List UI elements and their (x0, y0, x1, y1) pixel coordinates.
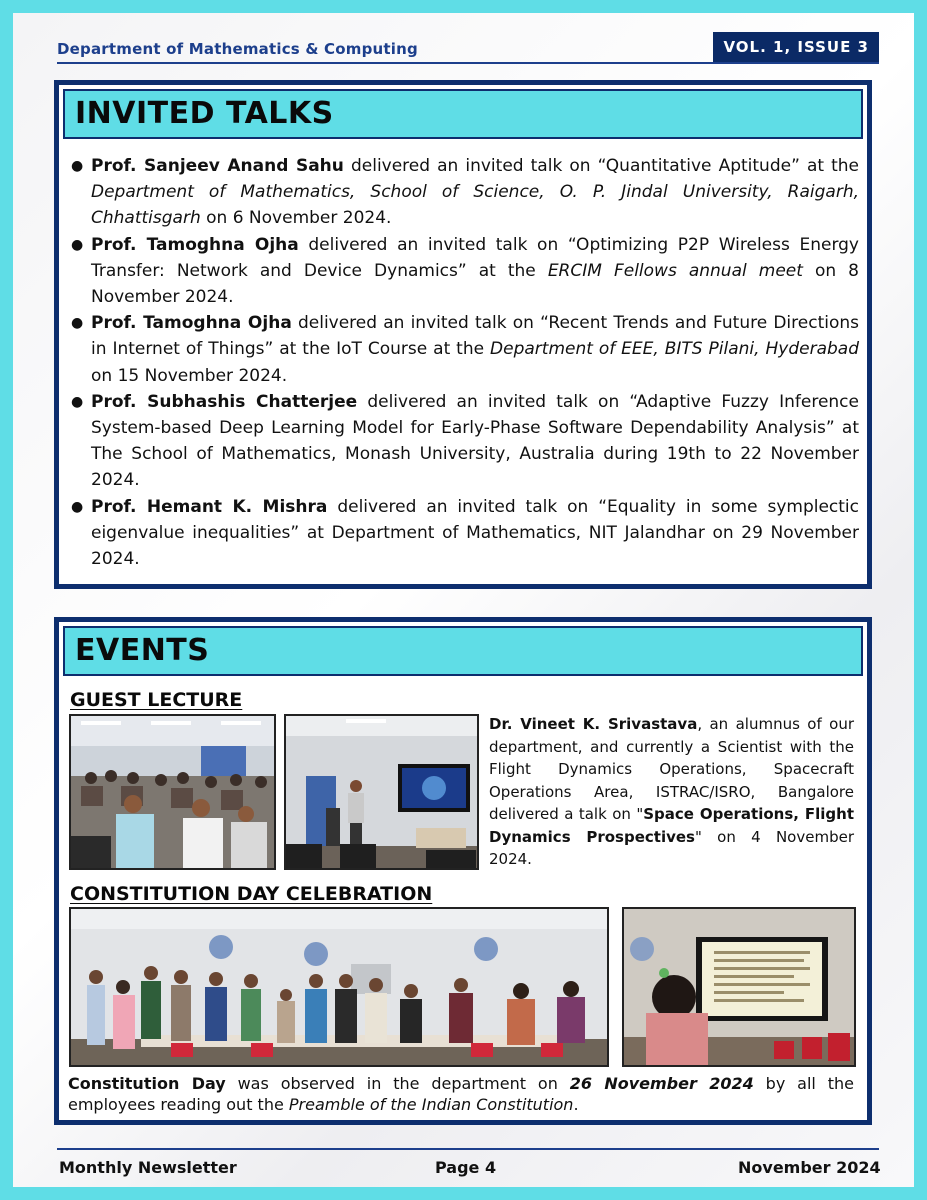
talk-speaker: Prof. Tamoghna Ojha (91, 234, 299, 255)
talk-date: on 8 November 2024. (91, 260, 859, 308)
talk-venue: ERCIM Fellows annual meet (547, 260, 803, 281)
talk-item (71, 310, 859, 389)
guest-lecture-audience-photo (69, 714, 276, 870)
preamble-reference: Preamble of the Indian Constitution (288, 1095, 574, 1114)
footer-newsletter-name: Monthly Newsletter (59, 1158, 237, 1177)
talks-list (59, 139, 867, 572)
group-photo-image (71, 909, 607, 1065)
talk-text: delivered an invited talk on “Quantitative Aptitude” at the (343, 156, 859, 176)
guest-talk-title: Space Operations, Flight Dynamics Prospectives (489, 805, 854, 846)
talk-text: delivered an invited talk on “Adaptive Fuzzy Inference System-based Deep Learning Model for Early-Phase Software Dependability Analysis” at The School of Mathematics, Monash University, Australia during 19th to 22 November 2024. (91, 391, 859, 491)
talk-text: delivered an invited talk on “Recent Trends and Future Directions in Internet of Things” at the IoT Course at the (91, 313, 859, 360)
guest-lecture-heading: GUEST LECTURE (70, 689, 243, 711)
talk-item (71, 232, 859, 311)
footer-page-number: Page 4 (435, 1158, 497, 1177)
constitution-day-group-photo (69, 907, 609, 1067)
talk-venue: Department of Mathematics, School of Science, O. P. Jindal University, Raigarh, Chhattisgarh (91, 182, 859, 229)
reading-photo-image (624, 909, 854, 1065)
constitution-day-heading: CONSTITUTION DAY CELEBRATION (70, 883, 433, 905)
bullet-icon: ● (71, 315, 84, 332)
bullet-icon: ● (71, 236, 84, 253)
constitution-day-text-2: by all the employees reading out the (68, 1074, 855, 1114)
bullet-icon: ● (71, 393, 84, 410)
talk-date: on 15 November 2024. (91, 365, 288, 386)
constitution-day-reading-photo (622, 907, 856, 1067)
footer-divider (57, 1148, 879, 1150)
talk-speaker: Prof. Subhashis Chatterjee (91, 391, 358, 412)
header-divider (57, 62, 879, 64)
invited-talks-title: INVITED TALKS (63, 89, 863, 139)
page-header (57, 32, 879, 64)
talk-item (71, 494, 859, 573)
events-title: EVENTS (63, 626, 863, 676)
guest-lecture-description (489, 713, 854, 871)
talk-speaker: Prof. Sanjeev Anand Sahu (91, 156, 344, 176)
department-name: Department of Mathematics & Computing (57, 40, 418, 58)
talk-speaker: Prof. Hemant K. Mishra (91, 496, 328, 517)
constitution-day-lead: Constitution Day (68, 1074, 226, 1093)
bullet-icon: ● (71, 158, 84, 174)
constitution-day-end: . (573, 1095, 579, 1114)
talk-speaker: Prof. Tamoghna Ojha (91, 313, 292, 334)
volume-badge: VOL. 1, ISSUE 3 (713, 32, 879, 62)
talk-text: delivered an invited talk on “Optimizing P2P Wireless Energy Transfer: Network and Device Dynamics” at the (91, 234, 859, 281)
constitution-day-description (68, 1073, 854, 1115)
guest-lecture-date: " on 4 November 2024. (489, 827, 854, 868)
bullet-icon: ● (71, 498, 84, 515)
talk-date: on 6 November 2024. (200, 208, 392, 229)
speaker-photo-image (286, 716, 477, 868)
guest-speaker-name: Dr. Vineet K. Srivastava (489, 715, 698, 733)
audience-photo-image (71, 716, 274, 868)
talk-text: delivered an invited talk on “Equality in some symplectic eigenvalue inequalities” at Department of Mathematics, NIT Jalandhar on 29 November 2024. (91, 496, 859, 570)
guest-lecture-text: , an alumnus of our department, and currently a Scientist with the Flight Dynamics Operations, Spacecraft Operations Area, ISTRAC/ISRO, Bangalore delivered a talk on " (489, 715, 854, 823)
invited-talks-section (54, 80, 872, 589)
guest-lecture-speaker-photo (284, 714, 479, 870)
talk-venue: Department of EEE, BITS Pilani, Hyderabad (490, 339, 859, 360)
constitution-day-date: 26 November 2024 (569, 1074, 754, 1093)
constitution-day-text: was observed in the department on (225, 1074, 570, 1093)
talk-item (71, 153, 859, 232)
footer-issue-date: November 2024 (738, 1158, 881, 1177)
talk-item (71, 389, 859, 494)
